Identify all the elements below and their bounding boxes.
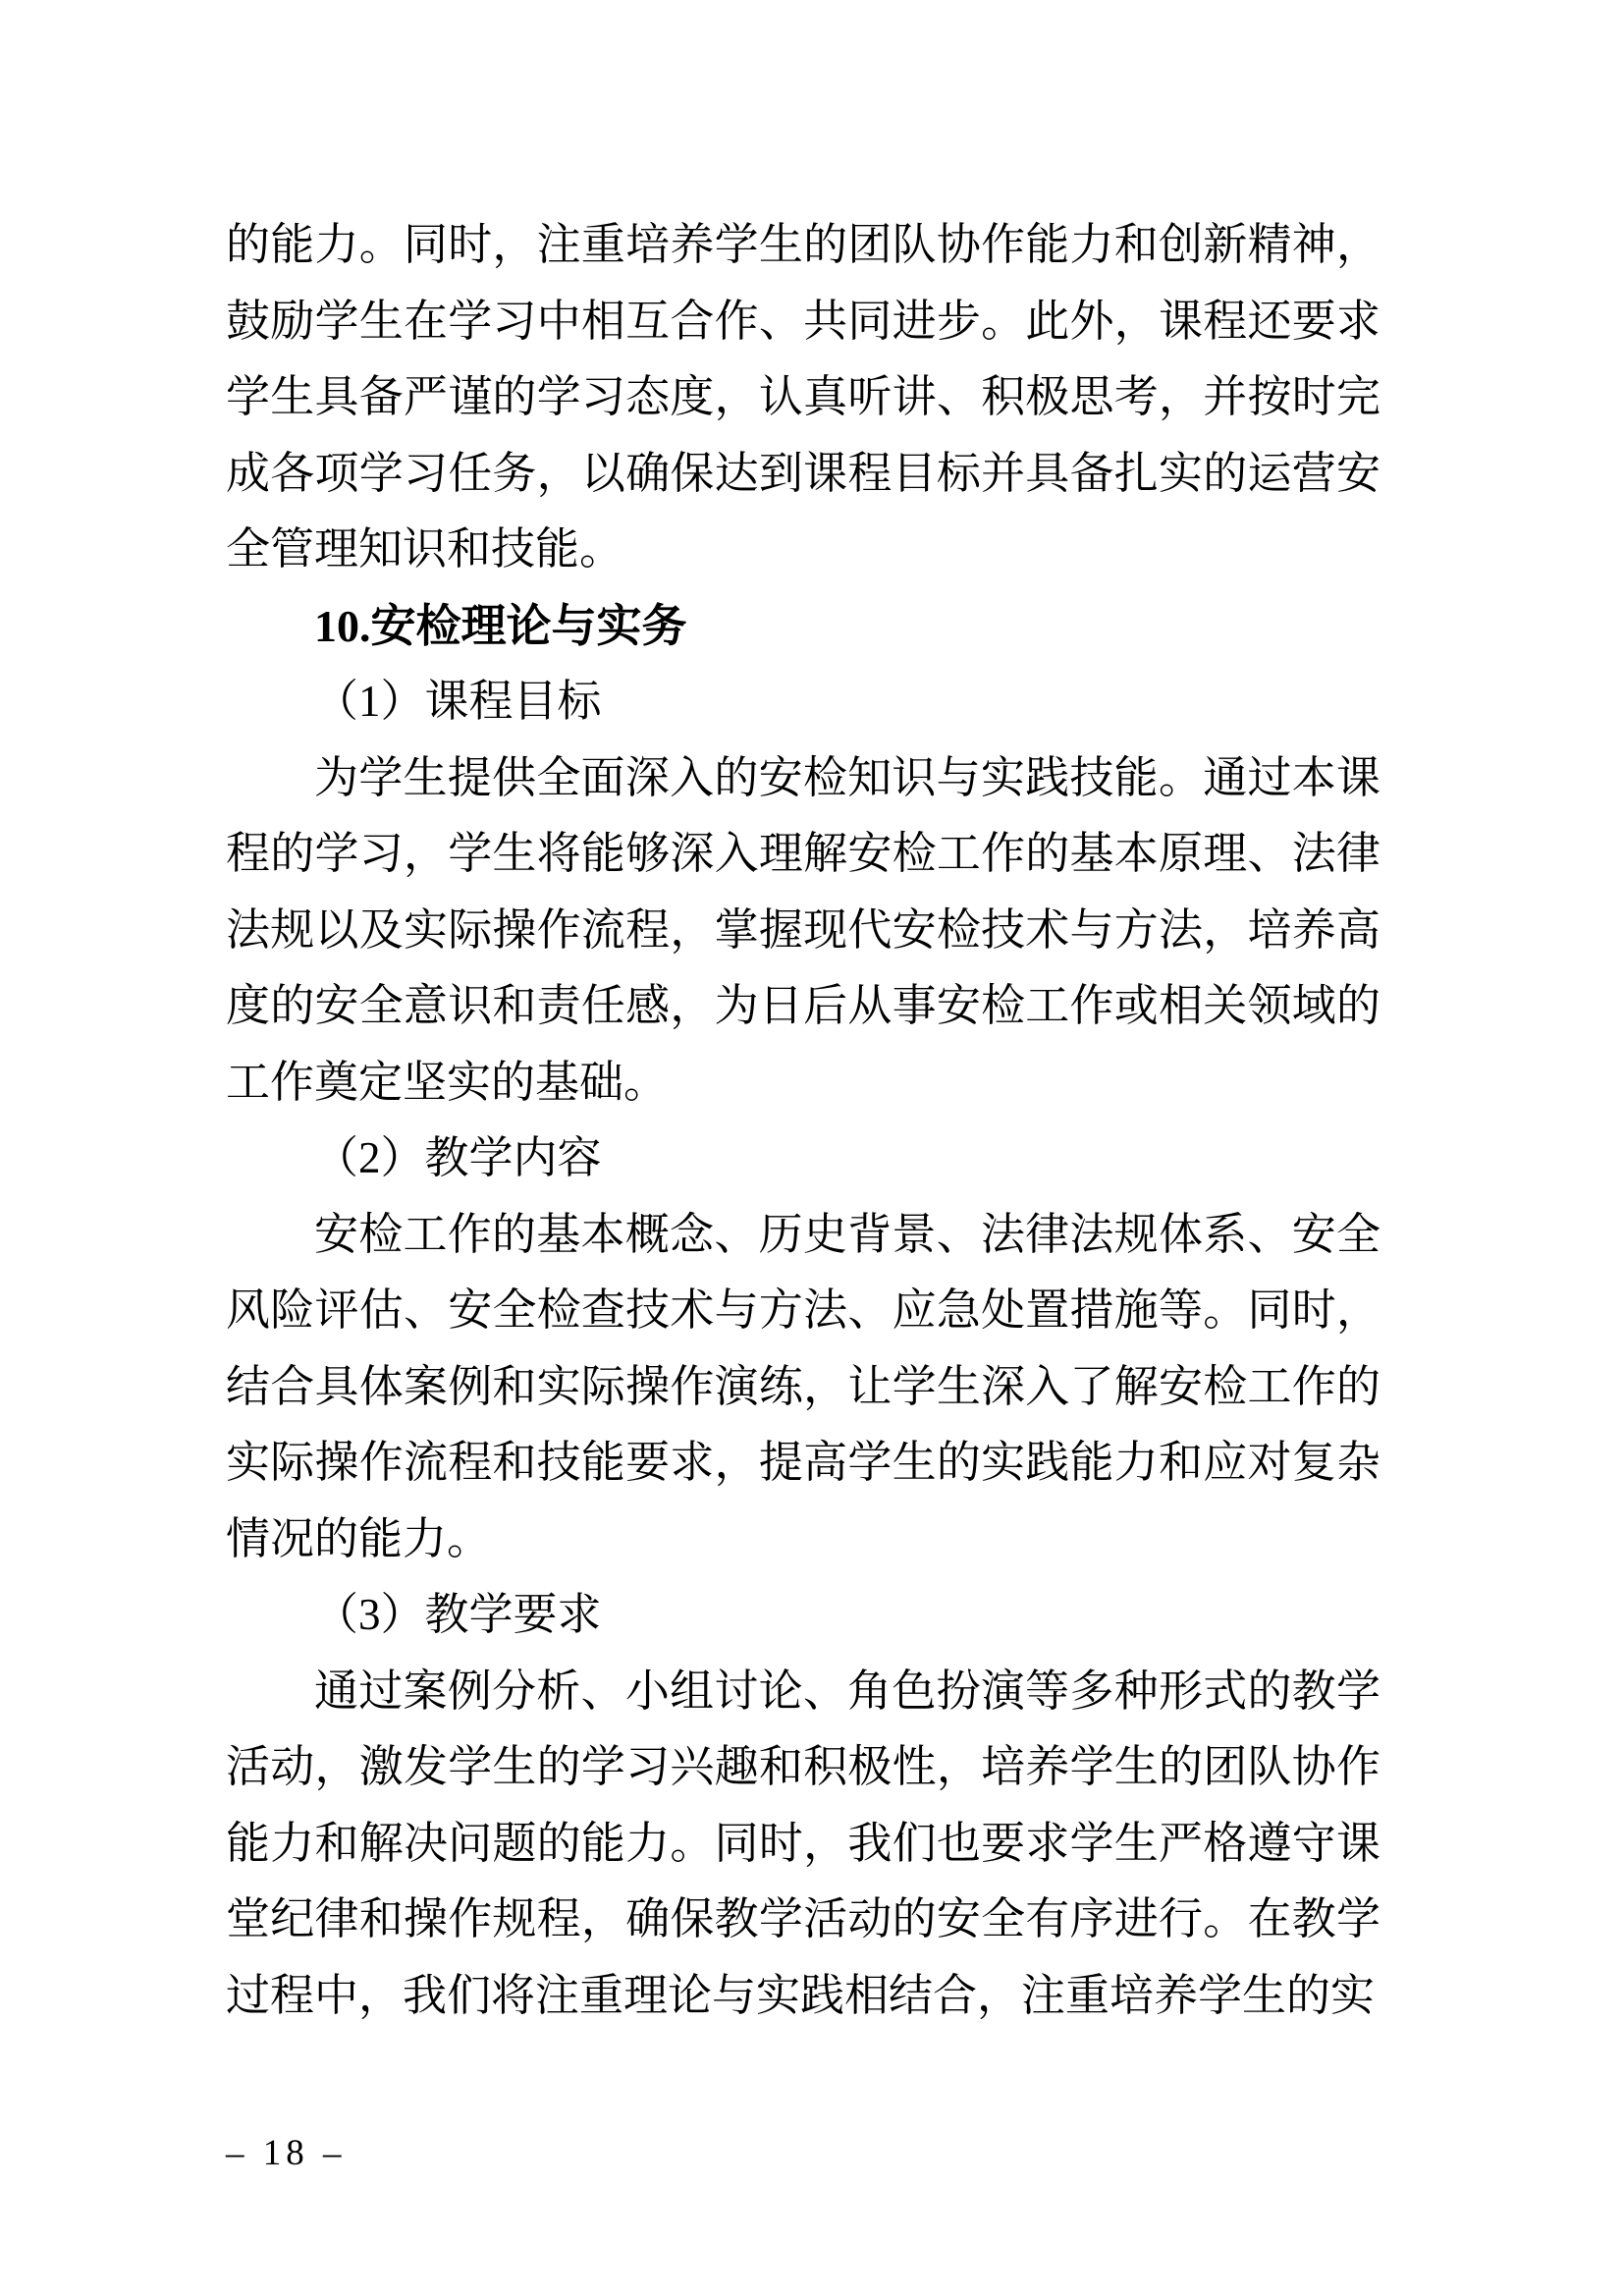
subheading-teaching-content: （2）教学内容 <box>314 1133 602 1182</box>
subheading-teaching-requirements: （3）教学要求 <box>314 1590 602 1639</box>
paragraph-course-objectives: 为学生提供全面深入的安检知识与实践技能。通过本课程的学习，学生将能够深入理解安检工作的基本原理、法律法规以及实际操作流程，掌握现代安检技术与方法，培养高度的安全意识和责任感，为日后从事安检工作或相关领域的工作奠定坚实的基础。 <box>226 752 1380 1107</box>
paragraph-teaching-requirements: 通过案例分析、小组讨论、角色扮演等多种形式的教学活动，激发学生的学习兴趣和积极性，培养学生的团队协作能力和解决问题的能力。同时，我们也要求学生严格遵守课堂纪律和操作规程，确保教学活动的安全有序进行。在教学过程中，我们将注重理论与实践相结合，注重培养学生的实 <box>226 1666 1380 2020</box>
paragraph-teaching-content: 安检工作的基本概念、历史背景、法律法规体系、安全风险评估、安全检查技术与方法、应急处置措施等。同时，结合具体案例和实际操作演练，让学生深入了解安检工作的实际操作流程和技能要求，提高学生的实践能力和应对复杂情况的能力。 <box>226 1209 1380 1563</box>
page-number: – 18 – <box>226 2133 347 2173</box>
section-heading-10-security-inspection: 10.安检理论与实务 <box>314 600 687 651</box>
subheading-course-objectives: （1）课程目标 <box>314 677 602 726</box>
document-body <box>226 207 1380 2034</box>
continuation-paragraph: 的能力。同时，注重培养学生的团队协作能力和创新精神，鼓励学生在学习中相互合作、共同进步。此外，课程还要求学生具备严谨的学习态度，认真听讲、积极思考，并按时完成各项学习任务，以确保达到课程目标并具备扎实的运营安全管理知识和技能。 <box>226 220 1380 574</box>
